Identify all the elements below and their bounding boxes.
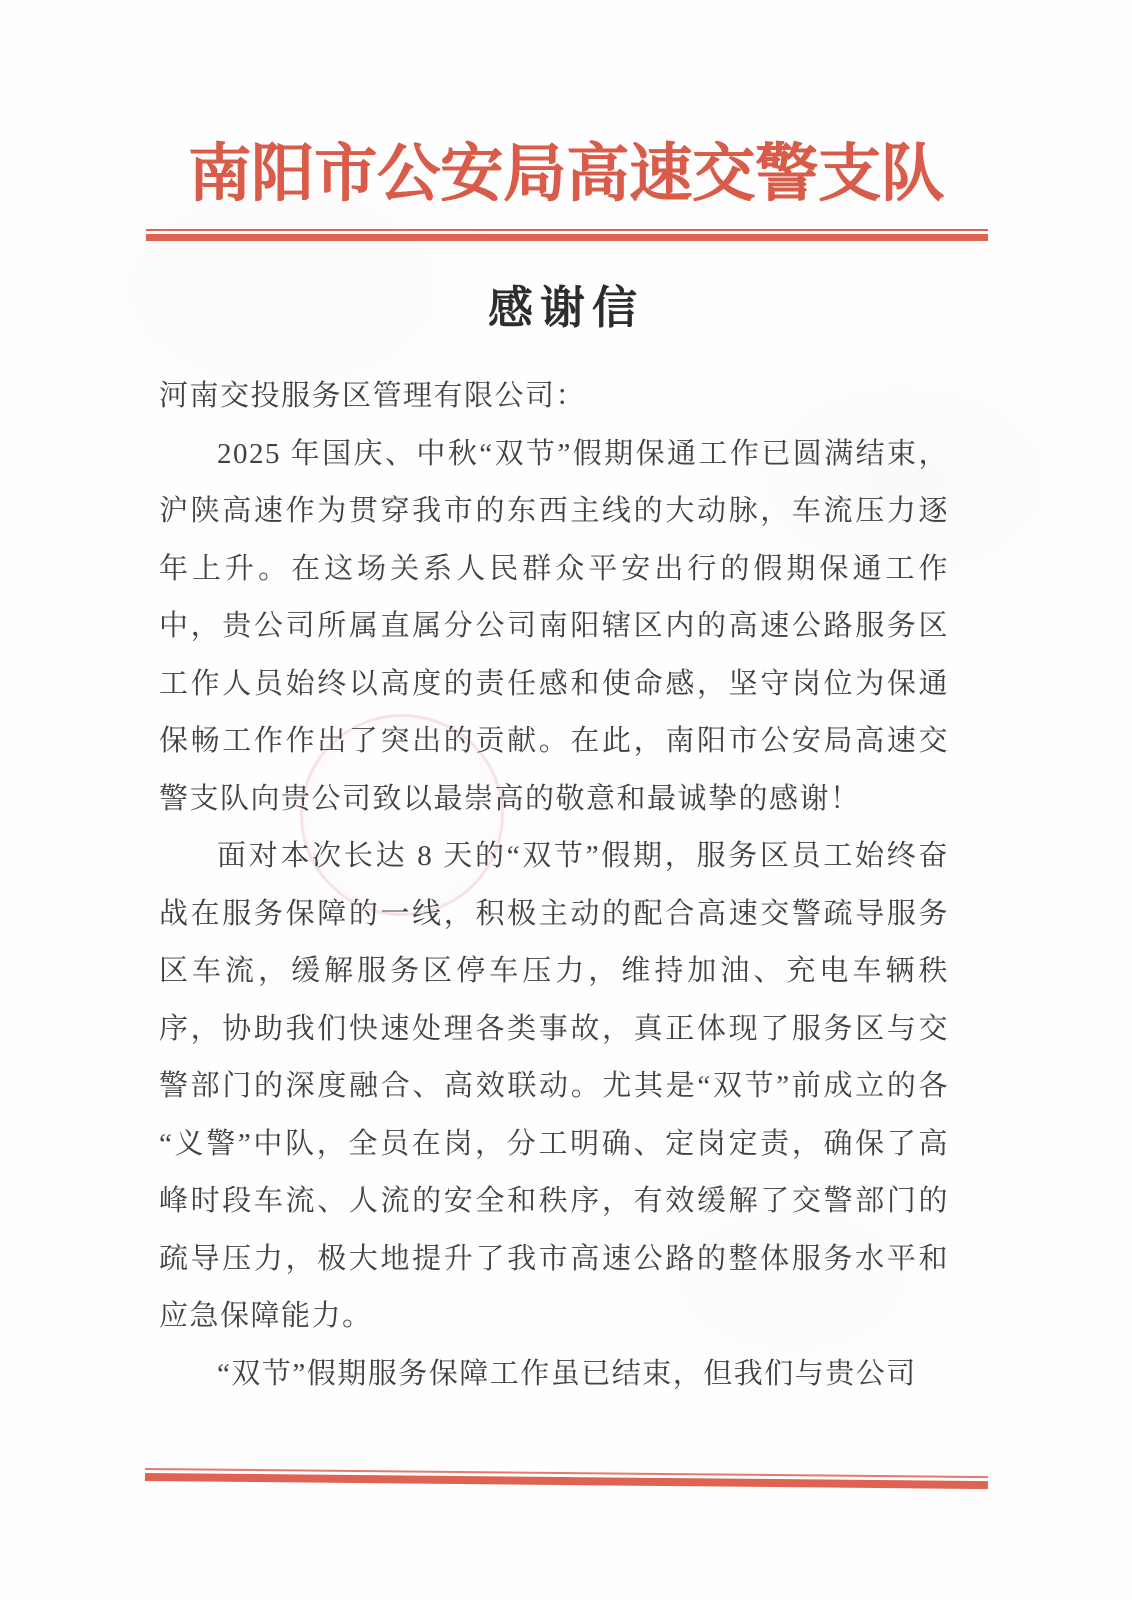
paragraph-3: “双节”假期服务保障工作虽已结束，但我们与贵公司 [217, 1357, 917, 1390]
paragraph-2: 面对本次长达 8 天的“双节”假期，服务区员工始终奋战在服务保障的一线，积极主动的配合高速交警疏导服务区车流，缓解服务区停车压力，维持加油、充电车辆秩序，协助我们快速处理各类事故，真正体现了服务区与交警部门的深度融合、高效联动。尤其是“双节”前成立的各“义警”中队，全员在岗，分工明确、定岗定责，确保了高峰时段车流、人流的安全和秩序，有效缓解了交警部门的疏导压力，极大地提升了我市高速公路的整体服务水平和应急保障能力。 [159, 840, 949, 1332]
letterhead-divider-thin-line [146, 229, 988, 231]
letter-body [159, 368, 949, 1403]
letterhead-divider-thick-line [146, 234, 988, 241]
footer-divider [145, 1468, 988, 1489]
letterhead-title: 南阳市公安局高速交警支队 [188, 139, 944, 209]
salutation: 河南交投服务区管理有限公司： [159, 380, 587, 412]
paragraph-1: 2025 年国庆、中秋“双节”假期保通工作已圆满结束，沪陕高速作为贯穿我市的东西主线的大动脉，车流压力逐年上升。在这场关系人民群众平安出行的假期保通工作中，贵公司所属直属分公司南阳辖区内的高速公路服务区工作人员始终以高度的责任感和使命感，坚守岗位为保通保畅工作作出了突出的贡献。在此，南阳市公安局高速交警支队向贵公司致以最崇高的敬意和最诚挚的感谢！ [159, 437, 949, 815]
letterhead-divider [146, 229, 988, 241]
document-title: 感谢信 [487, 283, 644, 333]
